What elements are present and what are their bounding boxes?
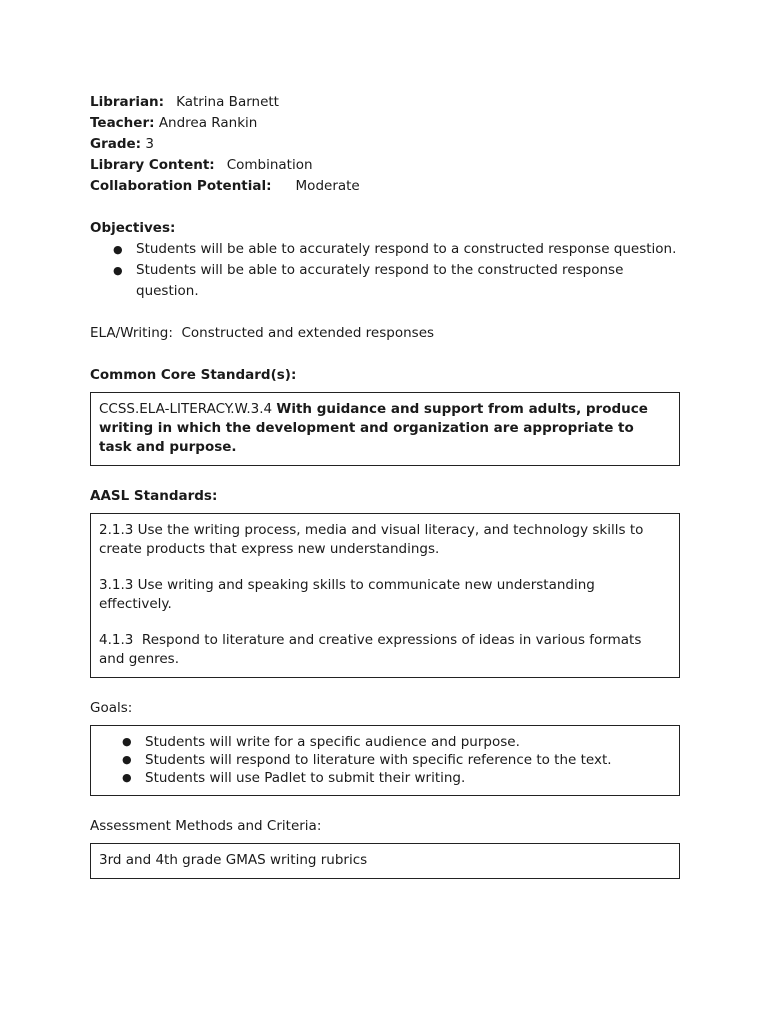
lesson-plan-document: [90, 92, 680, 879]
library-content-line: [90, 155, 680, 176]
list-item: ● Students will respond to literature with specific reference to the text.: [122, 752, 612, 768]
goals-box: [90, 725, 680, 796]
assessment-heading: Assessment Methods and Criteria:: [90, 818, 322, 834]
teacher-line: [90, 113, 680, 134]
aasl-standard: 3.1.3 Use writing and speaking skills to communicate new understanding effectively.: [99, 577, 595, 612]
teacher-value: Andrea Rankin: [158, 115, 258, 131]
aasl-section: [90, 486, 680, 678]
grade-label: Grade:: [90, 136, 142, 152]
collaboration-line: [90, 176, 680, 197]
goals-heading: Goals:: [90, 700, 133, 716]
library-content-label: Library Content:: [90, 157, 215, 173]
grade-line: [90, 134, 680, 155]
librarian-line: [90, 92, 680, 113]
common-core-section: [90, 365, 680, 466]
common-core-box: [90, 392, 680, 466]
bullet-icon: ●: [113, 243, 123, 256]
objectives-heading: Objectives:: [90, 220, 176, 236]
bullet-icon: ●: [122, 735, 132, 748]
ela-writing-line: ELA/Writing: Constructed and extended responses: [90, 325, 435, 341]
list-item: ● Students will write for a specific audience and purpose.: [122, 734, 520, 750]
objectives-section: [90, 218, 680, 302]
aasl-box: [90, 513, 680, 678]
aasl-heading: AASL Standards:: [90, 488, 218, 504]
librarian-label: Librarian:: [90, 94, 165, 110]
assessment-box: [90, 843, 680, 879]
standard-text: With guidance and support from adults, produce writing in which the development and organization are appropriate to task and purpose.: [99, 401, 648, 455]
bullet-icon: ●: [122, 771, 132, 784]
list-item: ● Students will use Padlet to submit their writing.: [122, 770, 466, 786]
library-content-value: Combination: [226, 157, 313, 173]
grade-value: 3: [145, 136, 154, 152]
assessment-text: 3rd and 4th grade GMAS writing rubrics: [99, 852, 368, 868]
librarian-value: Katrina Barnett: [176, 94, 279, 110]
assessment-section: [90, 816, 680, 879]
list-item: ● Students will be able to accurately respond to the constructed response question.: [113, 262, 624, 299]
collaboration-value: Moderate: [295, 178, 360, 194]
bullet-icon: ●: [113, 264, 123, 277]
collaboration-label: Collaboration Potential:: [90, 178, 272, 194]
standard-code: CCSS.ELA-LITERACY.W.3.4: [99, 401, 273, 417]
objectives-list: [90, 239, 680, 302]
goals-list: [99, 733, 671, 787]
bullet-icon: ●: [122, 753, 132, 766]
goals-section: [90, 698, 680, 796]
list-item: ● Students will be able to accurately respond to a constructed response question.: [90, 239, 680, 260]
common-core-heading: Common Core Standard(s):: [90, 367, 297, 383]
aasl-standard: 4.1.3 Respond to literature and creative expressions of ideas in various formats and genres.: [99, 632, 646, 667]
teacher-label: Teacher:: [90, 115, 155, 131]
aasl-standard: 2.1.3 Use the writing process, media and visual literacy, and technology skills to create products that express new understandings.: [99, 522, 644, 557]
